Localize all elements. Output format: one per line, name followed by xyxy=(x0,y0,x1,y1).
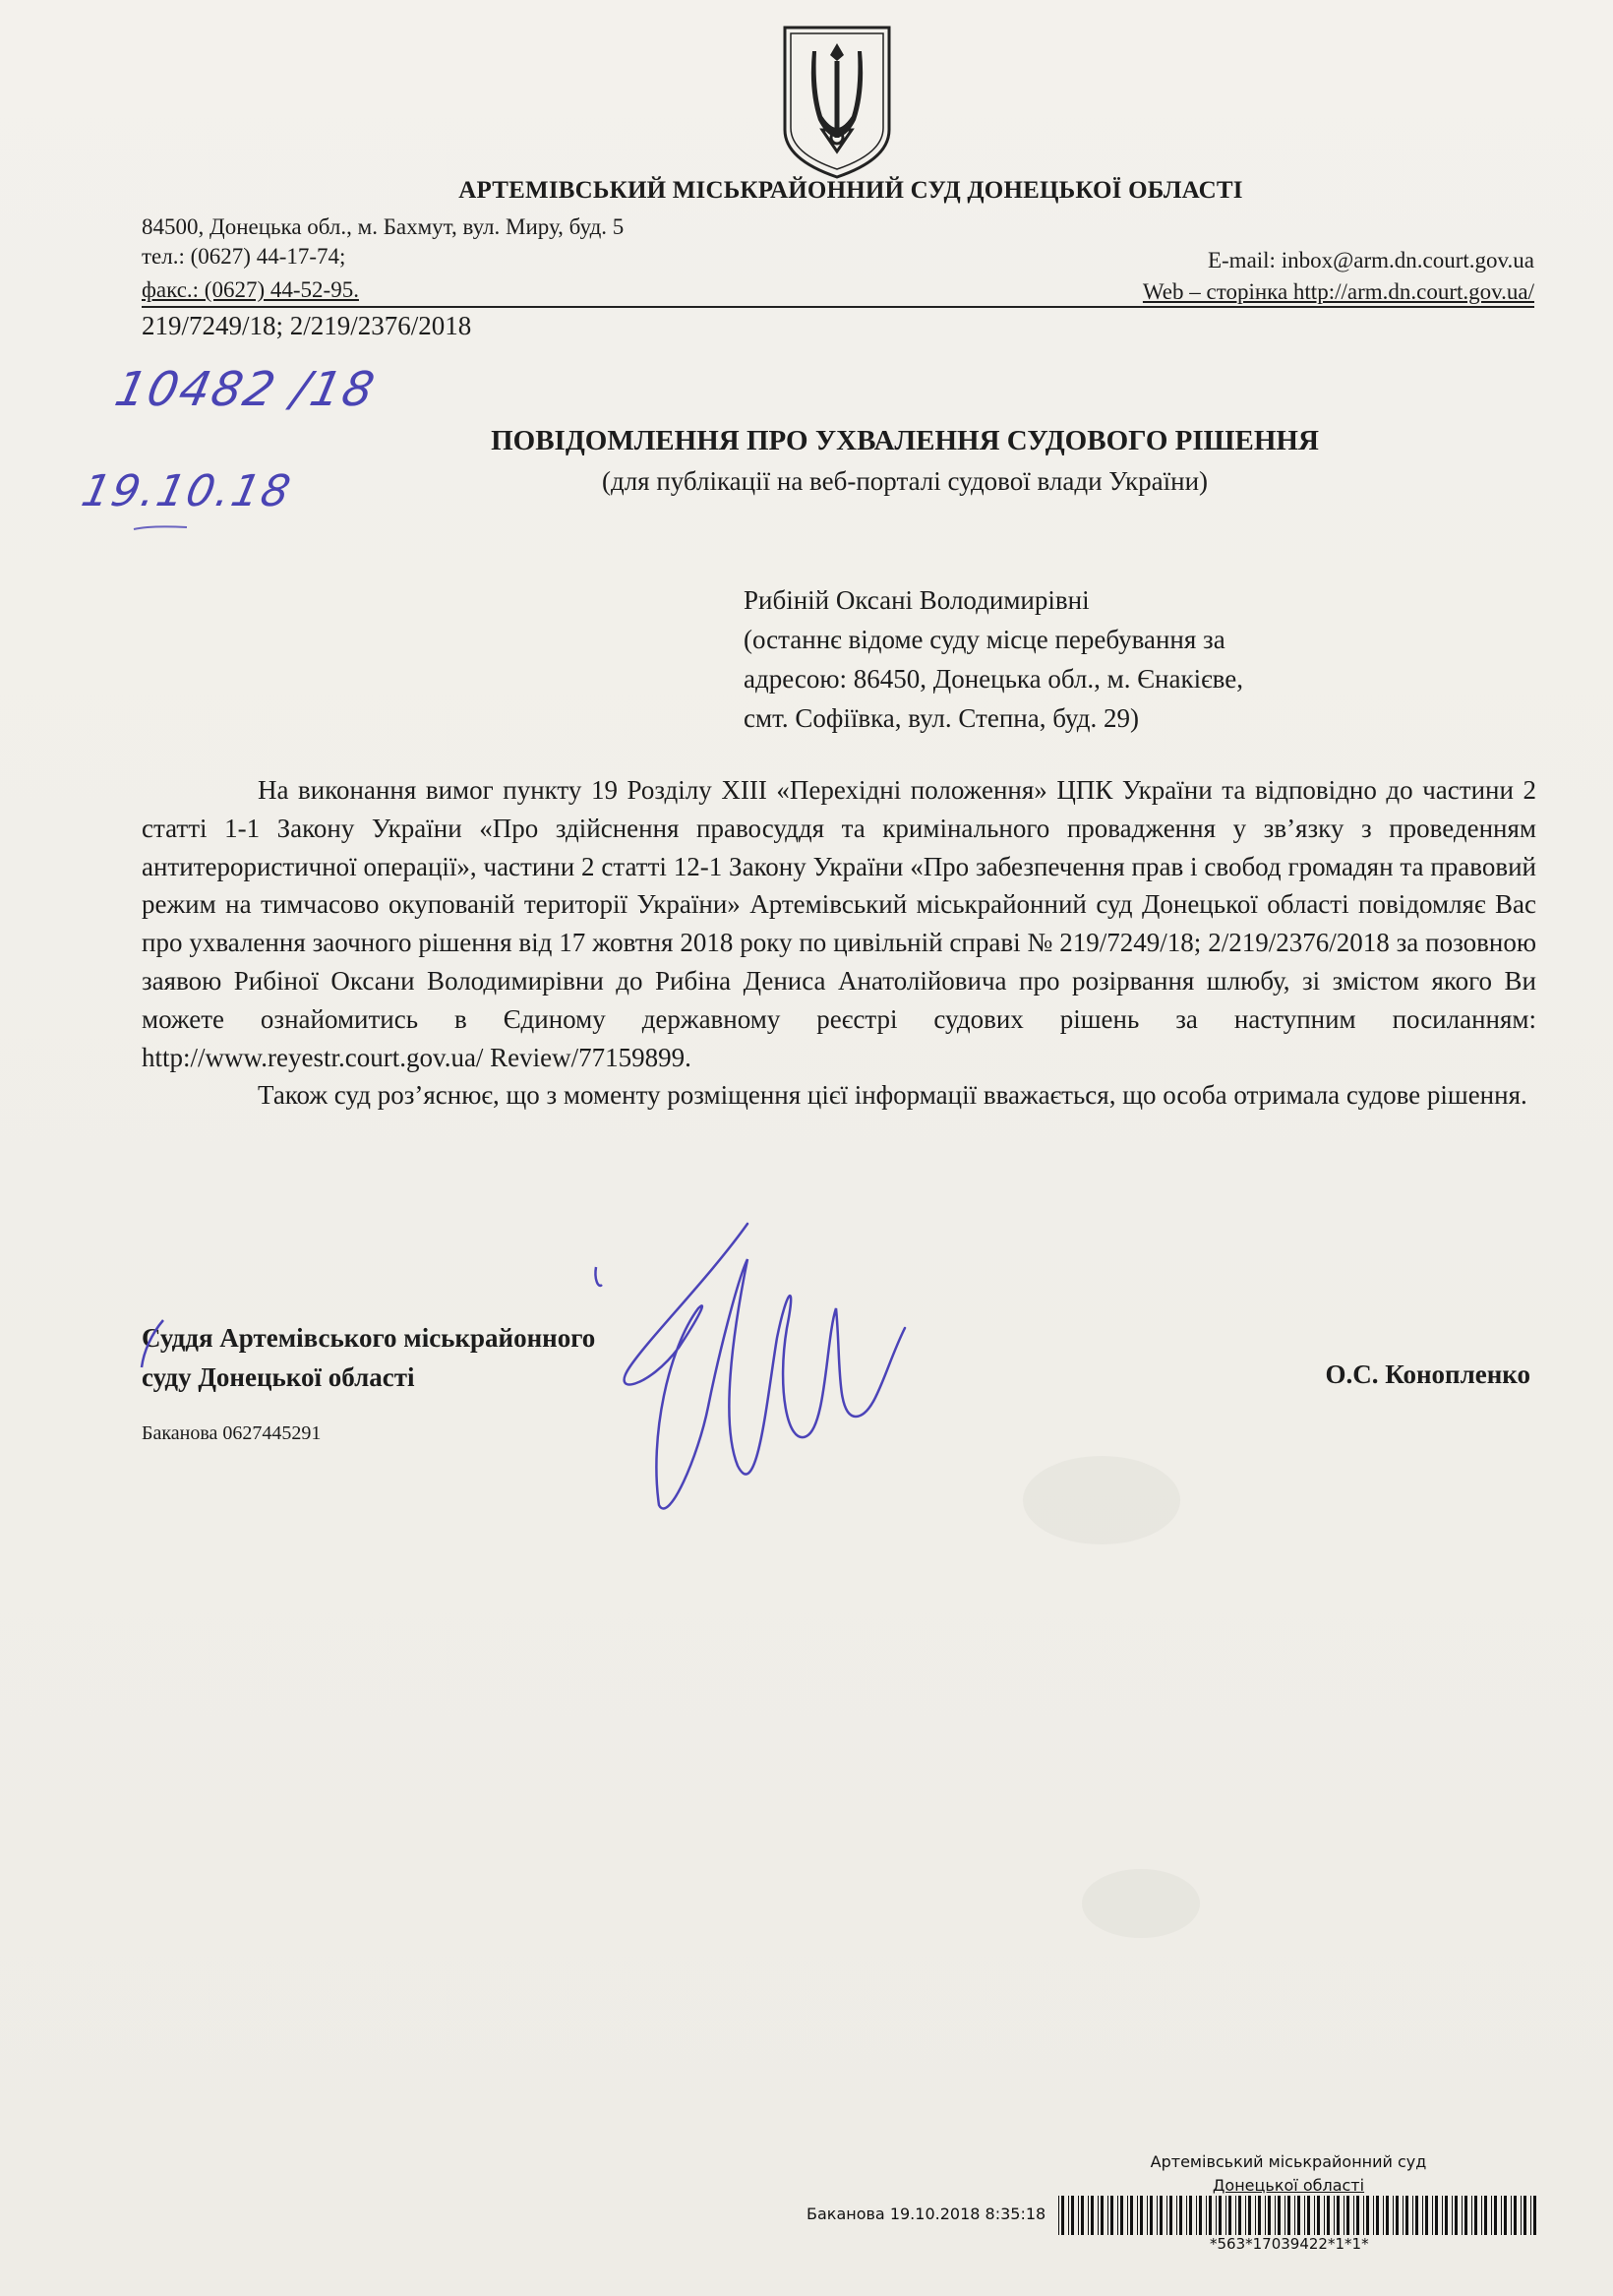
barcode-bar xyxy=(1464,2196,1467,2235)
barcode-bar xyxy=(1445,2196,1448,2235)
barcode-bar xyxy=(1137,2196,1138,2235)
barcode-bar xyxy=(1432,2196,1433,2235)
barcode-bar xyxy=(1491,2196,1492,2235)
barcode-bar xyxy=(1324,2196,1325,2235)
barcode-bar xyxy=(1140,2196,1143,2235)
barcode-bar xyxy=(1219,2196,1222,2235)
barcode-bar xyxy=(1098,2196,1099,2235)
barcode-bar xyxy=(1504,2196,1507,2235)
barcode-bar xyxy=(1405,2196,1408,2235)
barcode-bar xyxy=(1186,2196,1187,2235)
executor-contact: Баканова 0627445291 xyxy=(142,1422,322,1444)
barcode-bar xyxy=(1238,2196,1241,2235)
barcode-bar xyxy=(1435,2196,1438,2235)
paper-smudge xyxy=(1023,1456,1180,1544)
notice-body xyxy=(142,771,1536,1115)
barcode-bar xyxy=(1071,2196,1074,2235)
barcode-bar xyxy=(1255,2196,1256,2235)
barcode-bar xyxy=(1383,2196,1384,2235)
barcode-bar xyxy=(1386,2196,1389,2235)
barcode-bar xyxy=(1088,2196,1089,2235)
barcode-bar xyxy=(1150,2196,1153,2235)
barcode-number: *563*17039422*1*1* xyxy=(1210,2235,1369,2253)
barcode-bar xyxy=(1337,2196,1340,2235)
barcode-bar xyxy=(1521,2196,1522,2235)
barcode-bar xyxy=(1196,2196,1197,2235)
barcode-bar xyxy=(1373,2196,1374,2235)
barcode-bar xyxy=(1107,2196,1108,2235)
barcode-bar xyxy=(1346,2196,1349,2235)
barcode-bar xyxy=(1501,2196,1502,2235)
barcode-bar xyxy=(1530,2196,1531,2235)
judge-position xyxy=(142,1318,595,1397)
handwritten-registration-number: 10482 /18 xyxy=(110,362,382,417)
stamp-court-line: Донецької області xyxy=(1212,2176,1365,2195)
addressee-line: смт. Софіївка, вул. Степна, буд. 29) xyxy=(744,703,1139,733)
barcode-bar xyxy=(1081,2196,1084,2235)
barcode-bar xyxy=(1442,2196,1443,2235)
barcode-bar xyxy=(1199,2196,1202,2235)
barcode-bar xyxy=(1327,2196,1330,2235)
barcode-bar xyxy=(1235,2196,1236,2235)
barcode-bar xyxy=(1248,2196,1251,2235)
barcode-bar xyxy=(1189,2196,1192,2235)
barcode-bar xyxy=(1258,2196,1261,2235)
barcode-bar xyxy=(1160,2196,1163,2235)
barcode-bar xyxy=(1265,2196,1266,2235)
barcode-bar xyxy=(1058,2196,1059,2235)
barcode-bar xyxy=(1471,2196,1472,2235)
barcode-bar xyxy=(1228,2196,1231,2235)
barcode-bar xyxy=(1278,2196,1281,2235)
barcode-bar xyxy=(1216,2196,1217,2235)
barcode-bar xyxy=(1130,2196,1133,2235)
barcode-bar xyxy=(1452,2196,1453,2235)
barcode-bar xyxy=(1068,2196,1069,2235)
barcode-bar xyxy=(1268,2196,1271,2235)
court-email: E-mail: inbox@arm.dn.court.gov.ua xyxy=(1207,248,1534,272)
signature-stroke xyxy=(138,1316,167,1371)
judge-position-line: Суддя Артемівського міськрайонного xyxy=(142,1323,596,1353)
barcode-bar xyxy=(1366,2196,1369,2235)
handwritten-date: 19.10.18 xyxy=(77,466,297,516)
document-subtitle: (для публікації на веб-порталі судової влади України) xyxy=(601,466,1209,496)
barcode-bar xyxy=(1455,2196,1458,2235)
barcode-bar xyxy=(1484,2196,1487,2235)
barcode-bar xyxy=(1245,2196,1246,2235)
barcode-bar xyxy=(1127,2196,1128,2235)
body-paragraph: Також суд роз’яснює, що з моменту розміщення цієї інформації вважається, що особа отримала судове рішення. xyxy=(258,1080,1527,1111)
barcode-bar xyxy=(1294,2196,1295,2235)
court-website: Web – сторінка http://arm.dn.court.gov.ua/ xyxy=(1142,279,1534,304)
barcode-bar xyxy=(1481,2196,1482,2235)
barcode-bar xyxy=(1474,2196,1477,2235)
barcode-bar xyxy=(1403,2196,1404,2235)
barcode-bar xyxy=(1287,2196,1290,2235)
body-paragraph: На виконання вимог пункту 19 Розділу XIII «Перехідні положення» ЦПК України та відповідно до частини 2 статті 1-1 Закону України «Про здійснення правосуддя та кримінального провадження у зв’язку з проведенням антитерористичної операції», частини 2 статті 12-1 Закону України «Про забезпечення прав і свобод громадян та правовий режим на тимчасово окупованій території України» Артемівський міськрайонний суд Донецької області повідомляє Вас про ухвалення заочного рішення від 17 жовтня 2018 року по цивільній справі № 219/7249/18; 2/219/2376/2018 за позовною заявою Рибіної Оксани Володимирівни до Рибіна Дениса Анатолійовича про розірвання шлюбу, зі змістом якого Ви можете ознайомитись в Єдиному державному реєстрі судових рішень за наступним посиланням: http://www.reyestr.court.gov.ua/ Review/77159899. xyxy=(142,775,1536,1072)
barcode-bar xyxy=(1425,2196,1428,2235)
barcode-bar xyxy=(1166,2196,1167,2235)
barcode-bar xyxy=(1412,2196,1413,2235)
barcode-bar xyxy=(1120,2196,1123,2235)
barcode-bar xyxy=(1356,2196,1359,2235)
addressee-line: Рибіній Оксані Володимирівні xyxy=(744,585,1090,615)
barcode-bar xyxy=(1314,2196,1315,2235)
barcode-bar xyxy=(1225,2196,1226,2235)
document-title: ПОВІДОМЛЕННЯ ПРО УХВАЛЕННЯ СУДОВОГО РІШЕННЯ xyxy=(491,425,1319,456)
barcode-bar xyxy=(1284,2196,1285,2235)
case-numbers: 219/7249/18; 2/219/2376/2018 xyxy=(142,311,472,340)
barcode-bar xyxy=(1363,2196,1364,2235)
addressee-line: (останнє відоме суду місце перебування за xyxy=(744,625,1225,654)
stamp-court-line: Артемівський міськрайонний суд xyxy=(1150,2152,1427,2171)
barcode-bar xyxy=(1304,2196,1305,2235)
addressee-line: адресою: 86450, Донецька обл., м. Єнакієве, xyxy=(744,664,1244,694)
barcode-bar xyxy=(1117,2196,1118,2235)
paper-smudge xyxy=(1082,1869,1200,1938)
barcode-bar xyxy=(1209,2196,1212,2235)
barcode-bar xyxy=(1101,2196,1104,2235)
barcode-bar xyxy=(1353,2196,1354,2235)
barcode-bar xyxy=(1078,2196,1079,2235)
barcode-bar xyxy=(1176,2196,1177,2235)
barcode-bar xyxy=(1462,2196,1463,2235)
header-divider xyxy=(142,306,1534,308)
barcode-bar xyxy=(1091,2196,1094,2235)
judge-position-line: суду Донецької області xyxy=(142,1362,415,1392)
barcode-bar xyxy=(1206,2196,1207,2235)
barcode-bar xyxy=(1533,2196,1536,2235)
barcode-bar xyxy=(1415,2196,1418,2235)
handwritten-dash xyxy=(132,521,191,535)
stamp-registration: Баканова 19.10.2018 8:35:18 xyxy=(806,2205,1046,2223)
court-fax: факс.: (0627) 44-52-95. xyxy=(142,277,359,302)
barcode-bar xyxy=(1179,2196,1182,2235)
barcode-bar xyxy=(1511,2196,1512,2235)
barcode-bar xyxy=(1523,2196,1526,2235)
barcode-bar xyxy=(1169,2196,1172,2235)
barcode-bar xyxy=(1376,2196,1379,2235)
barcode-bar xyxy=(1147,2196,1148,2235)
court-address: 84500, Донецька обл., м. Бахмут, вул. Миру, буд. 5 xyxy=(142,214,625,239)
barcode-bar xyxy=(1317,2196,1320,2235)
barcode-bar xyxy=(1307,2196,1310,2235)
barcode-bar xyxy=(1275,2196,1276,2235)
barcode-bar xyxy=(1157,2196,1158,2235)
court-phone: тел.: (0627) 44-17-74; xyxy=(142,244,346,269)
coat-of-arms-icon xyxy=(779,22,895,181)
barcode-bar xyxy=(1297,2196,1300,2235)
barcode-bar xyxy=(1494,2196,1497,2235)
barcode-bar xyxy=(1422,2196,1423,2235)
barcode-icon xyxy=(1058,2196,1536,2235)
addressee-block xyxy=(744,580,1243,738)
barcode-bar xyxy=(1514,2196,1517,2235)
court-name: АРТЕМІВСЬКИЙ МІСЬКРАЙОННИЙ СУД ДОНЕЦЬКОЇ ОБЛАСТІ xyxy=(458,177,1243,204)
judge-name: О.С. Конопленко xyxy=(1325,1359,1530,1389)
barcode-bar xyxy=(1110,2196,1113,2235)
barcode-bar xyxy=(1061,2196,1064,2235)
barcode-bar xyxy=(1393,2196,1394,2235)
barcode-bar xyxy=(1396,2196,1399,2235)
barcode-bar xyxy=(1334,2196,1335,2235)
handwritten-signature xyxy=(590,1220,915,1525)
